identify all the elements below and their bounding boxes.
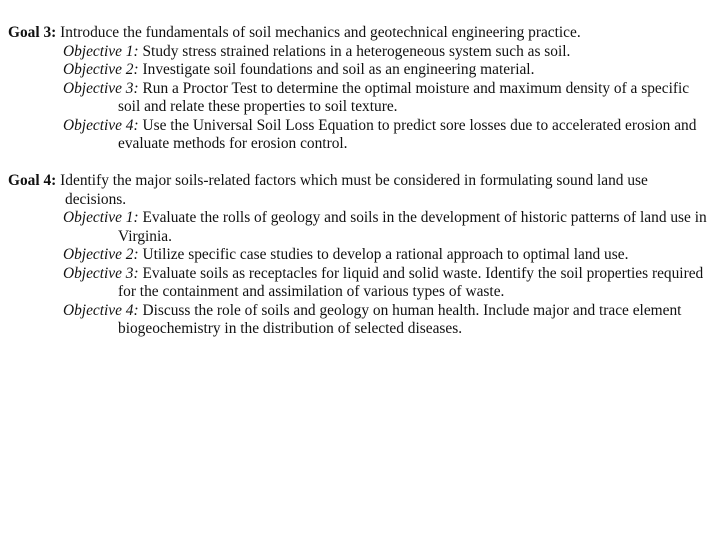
objective-label: Objective 4: <box>63 116 139 134</box>
objective-text: Discuss the role of soils and geology on human health. Include major and trace element biogeochemistry in the distribution of selected diseases. <box>118 301 682 337</box>
goal-3-objective-3 <box>8 80 708 117</box>
goal-4-label: Goal 4: <box>8 172 57 189</box>
objective-text: Evaluate the rolls of geology and soils in the development of historic patterns of land use in Virginia. <box>118 209 707 245</box>
objective-text: Investigate soil foundations and soil as an engineering material. <box>142 61 535 78</box>
objective-text: Use the Universal Soil Loss Equation to predict sore losses due to accelerated erosion and evaluate methods for erosion control. <box>118 116 697 152</box>
goal-3-text: Introduce the fundamentals of soil mechanics and geotechnical engineering practice. <box>60 24 581 41</box>
goal-4-heading <box>8 172 708 209</box>
goal-3-label: Goal 3: <box>8 24 57 41</box>
goal-3-heading <box>8 24 708 43</box>
objective-text: Study stress strained relations in a heterogeneous system such as soil. <box>142 42 571 60</box>
goal-4-text: Identify the major soils-related factors which must be considered in formulating sound land use decisions. <box>60 172 648 208</box>
objective-text: Utilize specific case studies to develop a rational approach to optimal land use. <box>142 246 629 263</box>
objective-label: Objective 2: <box>63 246 139 263</box>
goal-4-objective-4 <box>8 302 708 339</box>
goal-4-objective-2 <box>8 246 708 265</box>
objective-label: Objective 1: <box>63 42 139 60</box>
objective-label: Objective 3: <box>63 79 139 97</box>
objective-label: Objective 1: <box>63 209 139 226</box>
objective-text: Run a Proctor Test to determine the optimal moisture and maximum density of a specific soil and relate these properties to soil texture. <box>118 79 690 115</box>
objective-label: Objective 2: <box>63 61 139 78</box>
goal-4-block <box>8 172 708 339</box>
objective-label: Objective 3: <box>63 264 139 282</box>
goal-4-objective-3 <box>8 265 708 302</box>
goal-3-objective-2 <box>8 61 708 80</box>
objective-text: Evaluate soils as receptacles for liquid and solid waste. Identify the soil properties required for the containment and assimilation of various types of waste. <box>118 264 704 300</box>
goal-3-objective-4 <box>8 117 708 154</box>
goal-4-objective-1 <box>8 209 708 246</box>
goal-3-block <box>8 24 708 154</box>
objective-label: Objective 4: <box>63 301 139 319</box>
goal-3-objective-1 <box>8 43 708 62</box>
goals-document <box>8 24 708 339</box>
